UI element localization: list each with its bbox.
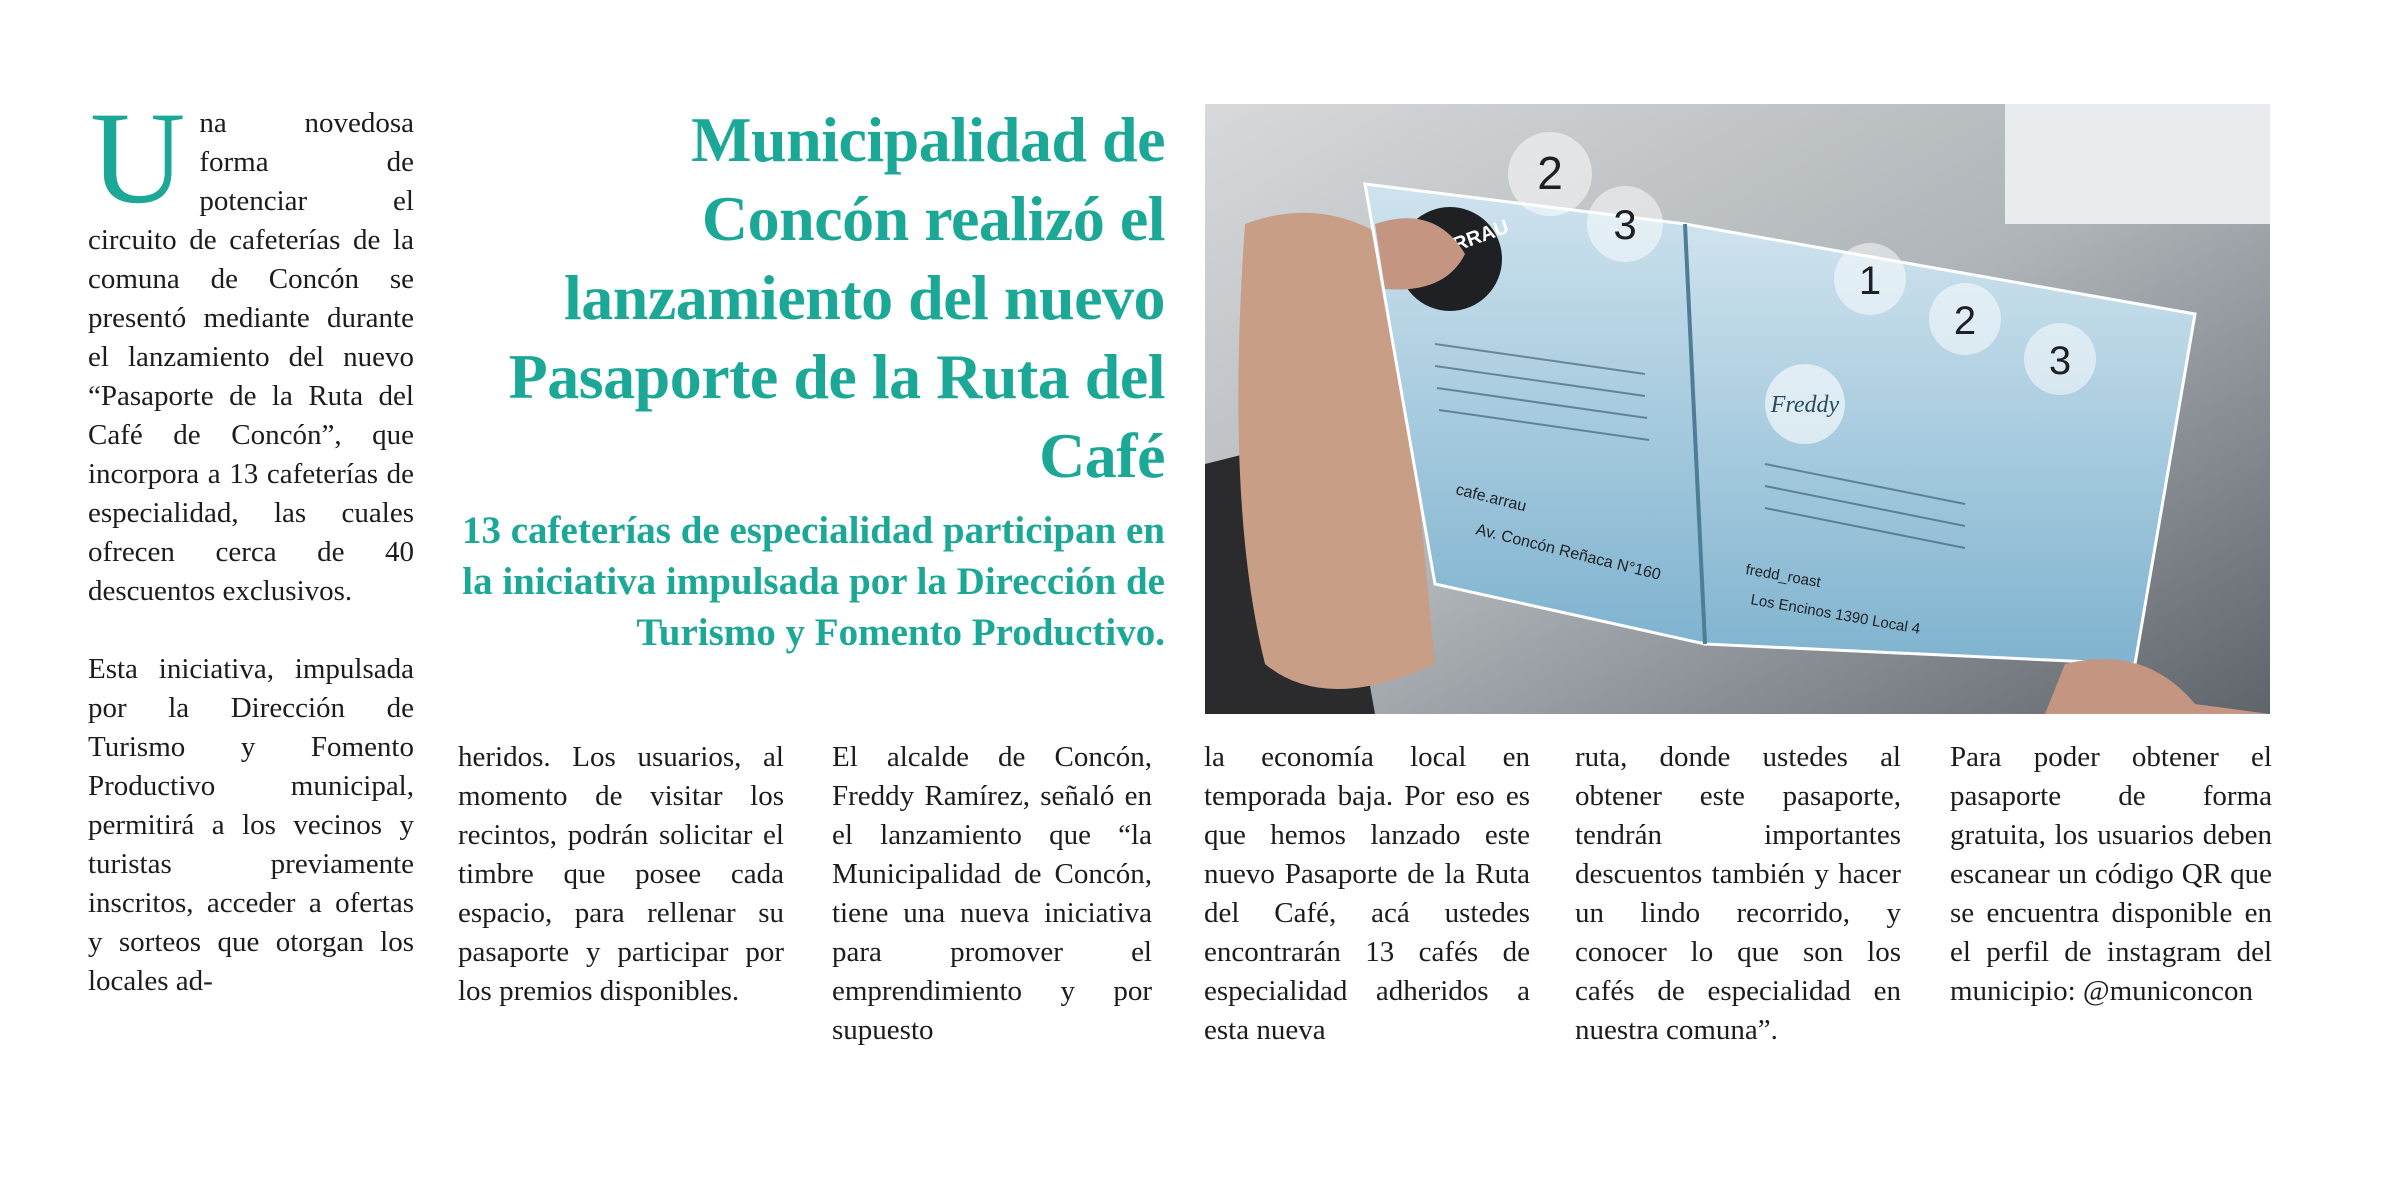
body-paragraph: Esta iniciativa, impulsada por la Dirección de Turismo y Fomento Productivo municipal, permitirá a los vecinos y turistas previamente inscritos, acceder a ofertas y sorteos que otorgan los locales ad- (88, 653, 414, 997)
svg-text:Av. Concón Reñaca N°160: Av. Concón Reñaca N°160 (1474, 521, 1663, 584)
passport-illustration (1205, 104, 2270, 714)
body-paragraph: Para poder obtener el pasaporte de forma gratuita, los usuarios deben escanear un código QR que se encuentra disponible en el perfil de instagram del municipio: @municoncon (1950, 741, 2272, 1007)
drop-cap: U (90, 84, 186, 231)
subheadline: 13 cafeterías de especialidad participan en la iniciativa impulsada por la Dirección de Turismo y Fomento Productivo. (461, 509, 1165, 654)
headline: Municipalidad de Concón realizó el lanzamiento del nuevo Pasaporte de la Ruta del Café (508, 104, 1165, 491)
body-paragraph: El alcalde de Concón, Freddy Ramírez, señaló en el lanzamiento que “la Municipalidad de Concón, tiene una nueva iniciativa para promover el emprendimiento y por supuesto (832, 741, 1152, 1046)
svg-text:fredd_roast: fredd_roast (1744, 561, 1822, 592)
svg-text:2: 2 (1953, 299, 1977, 343)
svg-text:cafe.arrau: cafe.arrau (1454, 481, 1529, 516)
intro-paragraph (88, 84, 414, 611)
intro-text: na novedosa forma de potenciar el circuito de cafeterías de la comuna de Concón se presentó mediante durante el lanzamiento del nuevo “Pasaporte de la Ruta del Café de Concón”, que incorpora a 13 cafeterías de especialidad, las cuales ofrecen cerca de 40 descuentos exclusivos. (88, 107, 414, 607)
svg-text:Los Encinos 1390 Local 4: Los Encinos 1390 Local 4 (1749, 591, 1922, 638)
article-column-1 (88, 84, 414, 1001)
article-column-3 (832, 738, 1152, 1050)
cafe-logo-text: ARRAU (1436, 215, 1512, 262)
svg-text:1: 1 (1858, 259, 1882, 303)
svg-text:3: 3 (2048, 339, 2072, 383)
body-paragraph: ruta, donde ustedes al obtener este pasaporte, tendrán importantes descuentos también y hacer un lindo recorrido, y conocer lo que son los cafés de especialidad en nuestra comuna”. (1575, 741, 1901, 1046)
article-column-6 (1950, 738, 2272, 1011)
article-column-5 (1575, 738, 1901, 1050)
svg-text:Freddy: Freddy (1770, 392, 1840, 418)
article-column-2 (458, 738, 784, 1011)
svg-text:3: 3 (1613, 201, 1637, 248)
article-column-4 (1204, 738, 1530, 1050)
body-paragraph: la economía local en temporada baja. Por eso es que hemos lanzado este nuevo Pasaporte de la Ruta del Café, acá ustedes encontrarán 13 cafés de especialidad adheridos a esta nueva (1204, 741, 1530, 1046)
body-paragraph: heridos. Los usuarios, al momento de visitar los recintos, podrán solicitar el timbre que posee cada espacio, para rellenar su pasaporte y participar por los premios disponibles. (458, 741, 784, 1007)
passport-photo (1205, 104, 2270, 714)
svg-text:2: 2 (1537, 147, 1563, 199)
